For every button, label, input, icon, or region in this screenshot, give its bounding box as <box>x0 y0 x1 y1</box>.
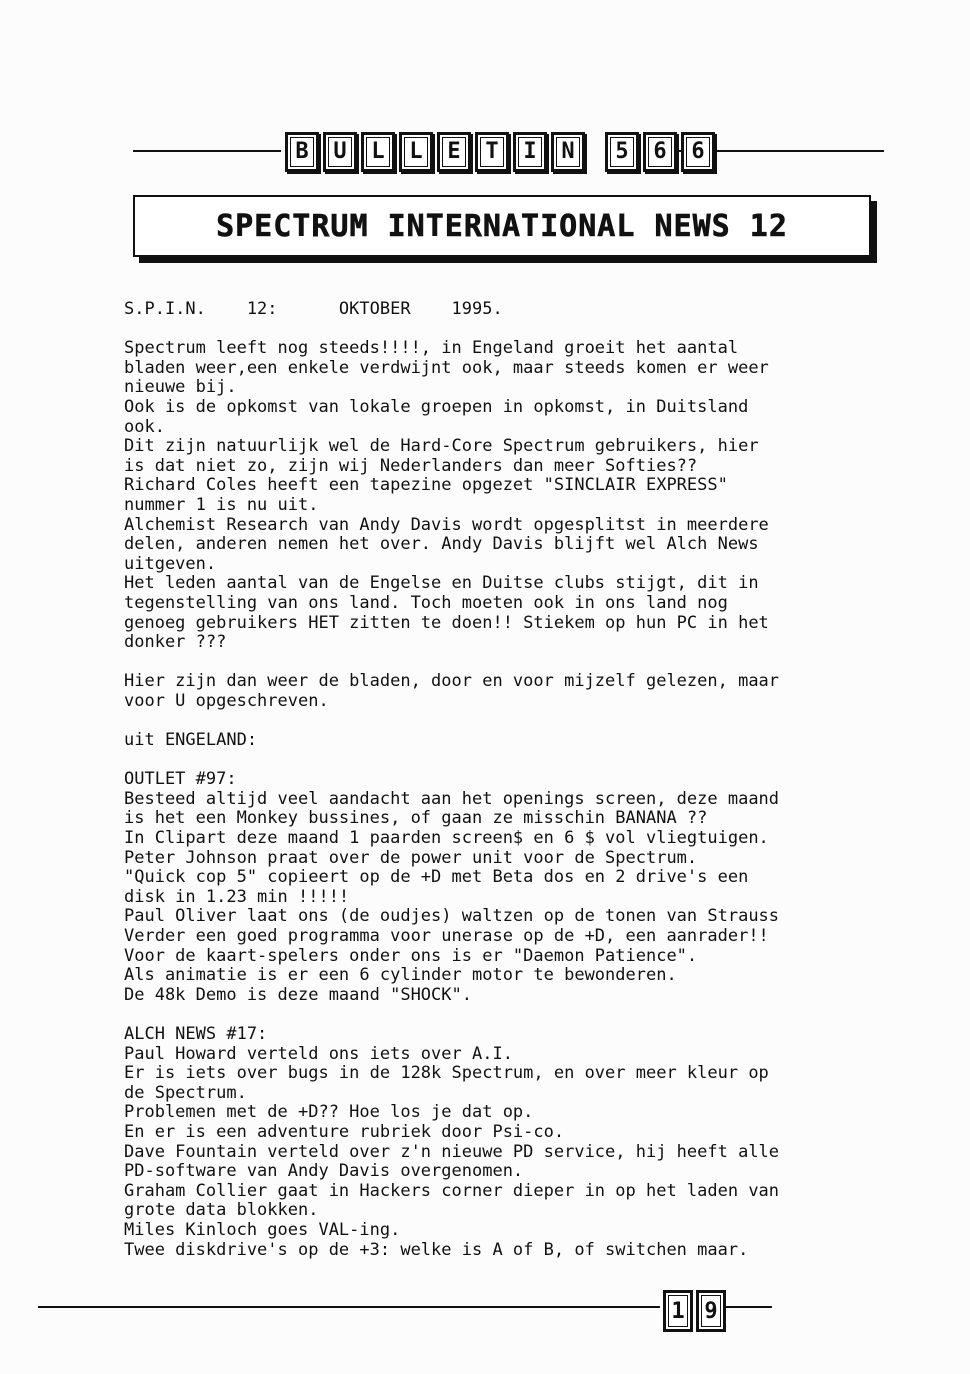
text-line: Alchemist Research van Andy Davis wordt opgesplitst in meerdere <box>124 514 769 535</box>
title-box <box>133 195 871 257</box>
blank-line <box>124 711 876 731</box>
bulletin-number-digit: 6 <box>643 132 677 172</box>
text-line: tegenstelling van ons land. Toch moeten ook in ons land nog <box>124 592 728 613</box>
text-line: Problemen met de +D?? Hoe los je dat op. <box>124 1102 534 1123</box>
blank-line <box>124 653 876 673</box>
text-line: disk in 1.23 min !!!!! <box>124 886 350 907</box>
text-line: nummer 1 is nu uit. <box>124 494 319 515</box>
bulletin-letter: U <box>323 132 357 172</box>
text-line: Als animatie is er een 6 cylinder motor te bewonderen. <box>124 965 677 986</box>
bulletin-letter: N <box>551 132 585 172</box>
page-number-digit: 1 <box>663 1290 693 1332</box>
text-line: "Quick cop 5" copieert op de +D met Beta dos en 2 drive's een <box>124 867 749 888</box>
text-line: ook. <box>124 416 165 437</box>
text-line: delen, anderen nemen het over. Andy Davis blijft wel Alch News <box>124 534 759 555</box>
text-line: grote data blokken. <box>124 1200 319 1221</box>
page-number-digit: 9 <box>696 1290 726 1332</box>
text-line: Dave Fountain verteld over z'n nieuwe PD service, hij heeft alle <box>124 1141 780 1162</box>
bulletin-number-digit: 6 <box>681 132 715 172</box>
text-line: Hier zijn dan weer de bladen, door en voor mijzelf gelezen, maar <box>124 671 780 692</box>
text-line: Er is iets over bugs in de 128k Spectrum, en over meer kleur op <box>124 1063 769 1084</box>
text-line: voor U opgeschreven. <box>124 690 329 711</box>
text-line: Twee diskdrive's op de +3: welke is A of B, of switchen maar. <box>124 1239 749 1260</box>
bulletin-letter: B <box>285 132 319 172</box>
text-line: de Spectrum. <box>124 1082 247 1103</box>
text-line: uitgeven. <box>124 553 217 574</box>
article-body <box>124 300 876 1260</box>
text-line: Ook is de opkomst van lokale groepen in opkomst, in Duitsland <box>124 396 749 417</box>
bulletin-letter: T <box>475 132 509 172</box>
bulletin-letter: L <box>361 132 395 172</box>
text-line: is het een Monkey bussines, of gaan ze misschin BANANA ?? <box>124 808 708 829</box>
text-line: Paul Howard verteld ons iets over A.I. <box>124 1043 513 1064</box>
text-line: De 48k Demo is deze maand "SHOCK". <box>124 984 472 1005</box>
text-line: Paul Oliver laat ons (de oudjes) waltzen op de tonen van Strauss <box>124 906 780 927</box>
text-line: Miles Kinloch goes VAL-ing. <box>124 1219 401 1240</box>
text-line: is dat niet zo, zijn wij Nederlanders dan meer Softies?? <box>124 455 698 476</box>
text-line: nieuwe bij. <box>124 377 237 398</box>
text-line: Dit zijn natuurlijk wel de Hard-Core Spectrum gebruikers, hier <box>124 436 759 457</box>
text-line: Voor de kaart-spelers onder ons is er "Daemon Patience". <box>124 945 698 966</box>
blank-line <box>124 1005 876 1025</box>
section-heading: uit ENGELAND: <box>124 730 258 751</box>
footer-rule-left <box>38 1306 660 1308</box>
bulletin-letter: E <box>437 132 471 172</box>
blank-line <box>124 751 876 771</box>
text-line: Spectrum leeft nog steeds!!!!, in Engeland groeit het aantal <box>124 338 739 359</box>
text-line: In Clipart deze maand 1 paarden screen$ en 6 $ vol vliegtuigen. <box>124 828 769 849</box>
text-line: Besteed altijd veel aandacht aan het openings screen, deze maand <box>124 788 780 809</box>
page-title: SPECTRUM INTERNATIONAL NEWS 12 <box>216 208 788 244</box>
magazine-heading: OUTLET #97: <box>124 769 237 790</box>
header-rule-left <box>133 150 281 152</box>
bulletin-banner <box>285 132 715 172</box>
magazine-heading: ALCH NEWS #17: <box>124 1023 268 1044</box>
text-line: S.P.I.N. 12: OKTOBER 1995. <box>124 299 503 319</box>
text-line: bladen weer,een enkele verdwijnt ook, maar steeds komen er weer <box>124 357 769 378</box>
text-line: Graham Collier gaat in Hackers corner dieper in op het laden van <box>124 1180 780 1201</box>
bulletin-letter: I <box>513 132 547 172</box>
text-line: PD-software van Andy Davis overgenomen. <box>124 1161 524 1182</box>
text-line: Peter Johnson praat over de power unit voor de Spectrum. <box>124 847 698 868</box>
blank-line <box>124 320 876 340</box>
text-line: donker ??? <box>124 632 227 653</box>
page-number <box>663 1290 726 1332</box>
bulletin-number-digit: 5 <box>605 132 639 172</box>
text-line: En er is een adventure rubriek door Psi-co. <box>124 1121 565 1142</box>
footer-rule-right <box>720 1306 772 1308</box>
text-line: Richard Coles heeft een tapezine opgezet "SINCLAIR EXPRESS" <box>124 475 728 496</box>
text-line: Het leden aantal van de Engelse en Duitse clubs stijgt, dit in <box>124 573 759 594</box>
text-line: Verder een goed programma voor unerase op de +D, een aanrader!! <box>124 926 769 946</box>
bulletin-letter: L <box>399 132 433 172</box>
text-line: genoeg gebruikers HET zitten te doen!! Stiekem op hun PC in het <box>124 612 769 633</box>
